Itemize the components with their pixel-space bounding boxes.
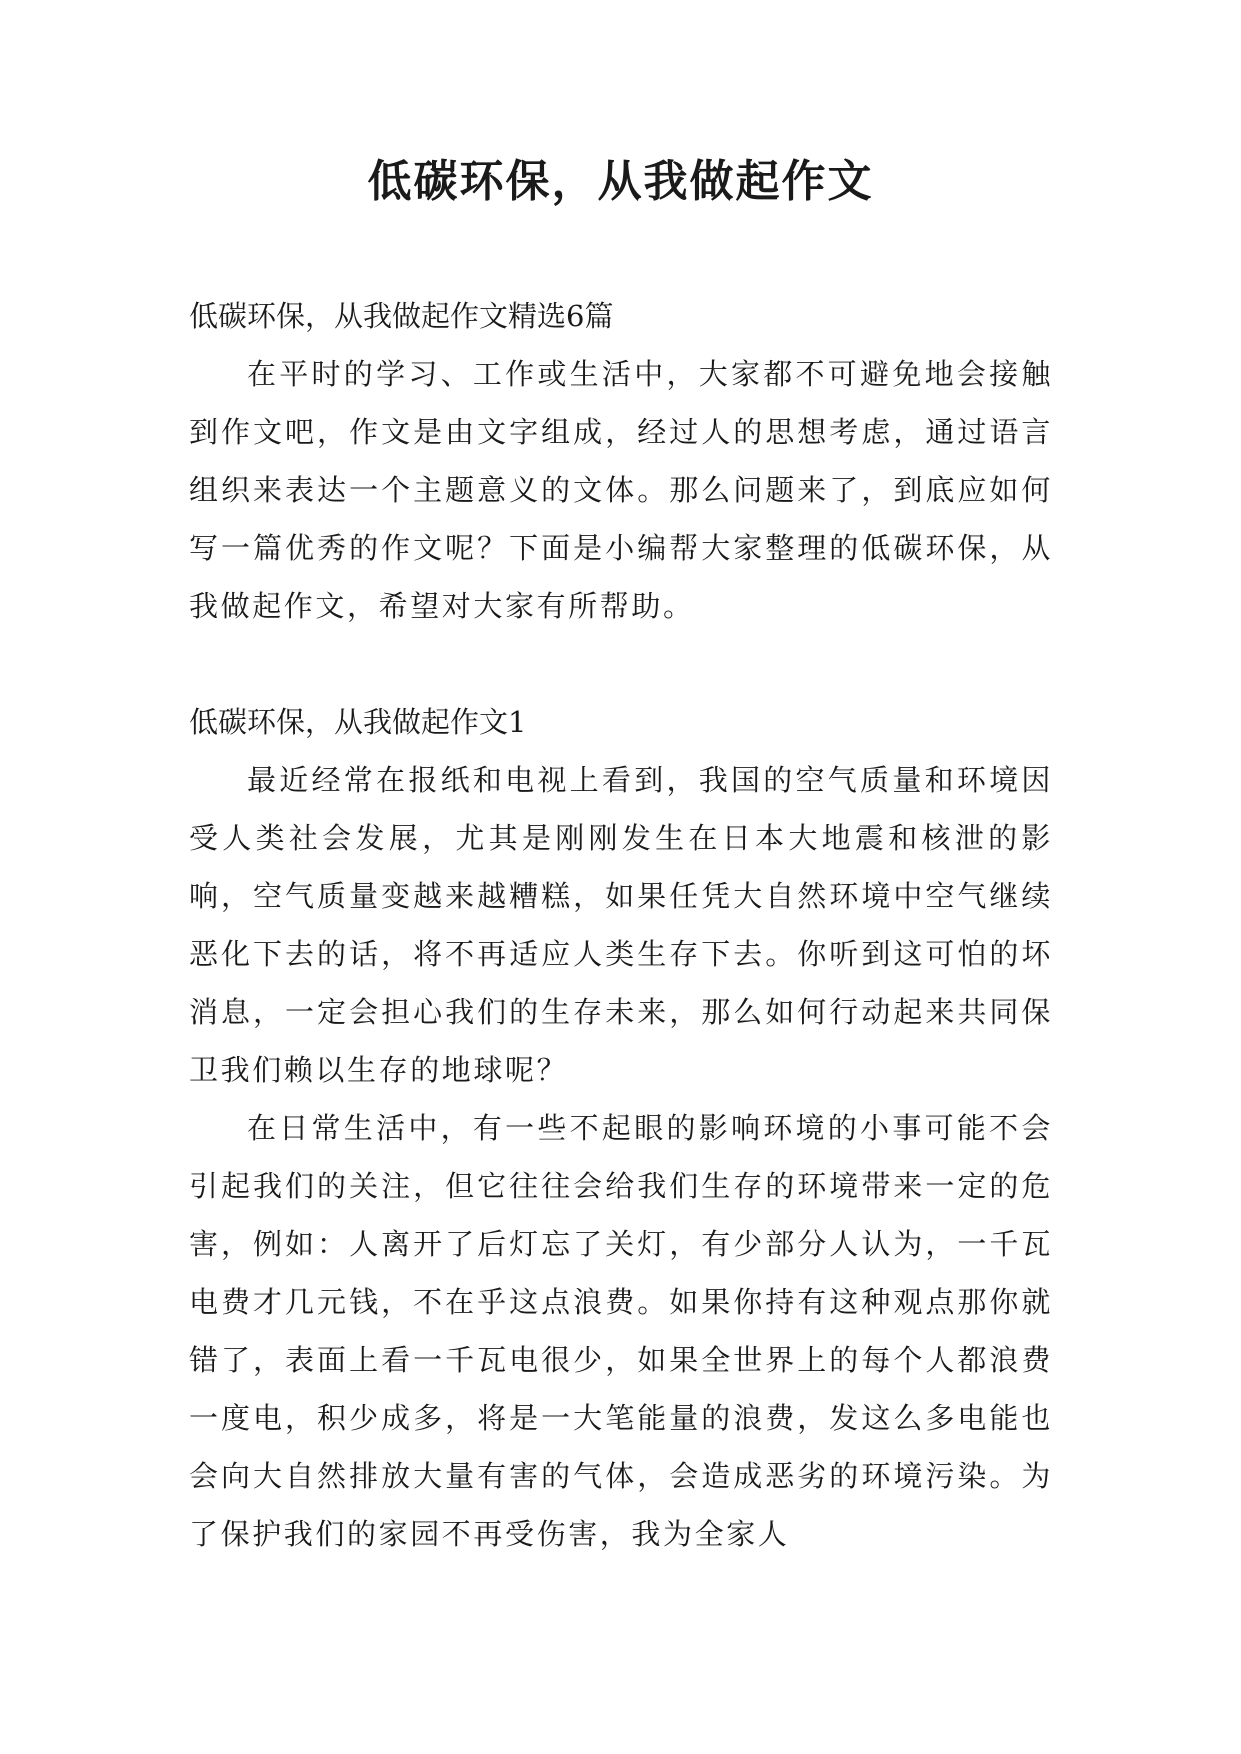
document-body: [189, 287, 1053, 1563]
essay-1-heading: 低碳环保，从我做起作文1: [189, 705, 527, 739]
section-spacer: [189, 635, 1053, 693]
essay-1-paragraph-2: 在日常生活中，有一些不起眼的影响环境的小事可能不会引起我们的关注，但它往往会给我们生存的环境带来一定的危害，例如：人离开了后灯忘了关灯，有少部分人认为，一千瓦电费才几元钱，不在乎这点浪费。如果你持有这种观点那你就错了，表面上看一千瓦电很少，如果全世界上的每个人都浪费一度电，积少成多，将是一大笔能量的浪费，发这么多电能也会向大自然排放大量有害的气体，会造成恶劣的环境污染。为了保护我们的家园不再受伤害，我为全家人: [189, 1111, 1053, 1551]
intro-heading: 低碳环保，从我做起作文精选6篇: [189, 299, 614, 333]
intro-paragraph: 在平时的学习、工作或生活中，大家都不可避免地会接触到作文吧，作文是由文字组成，经过人的思想考虑，通过语言组织来表达一个主题意义的文体。那么问题来了，到底应如何写一篇优秀的作文呢？下面是小编帮大家整理的低碳环保，从我做起作文，希望对大家有所帮助。: [189, 357, 1053, 623]
document-title: 低碳环保，从我做起作文: [367, 156, 874, 207]
essay-1-paragraph-1: 最近经常在报纸和电视上看到，我国的空气质量和环境因受人类社会发展，尤其是刚刚发生在日本大地震和核泄的影响，空气质量变越来越糟糕，如果任凭大自然环境中空气继续恶化下去的话，将不再适应人类生存下去。你听到这可怕的坏消息，一定会担心我们的生存未来，那么如何行动起来共同保卫我们赖以生存的地球呢？: [189, 763, 1053, 1087]
